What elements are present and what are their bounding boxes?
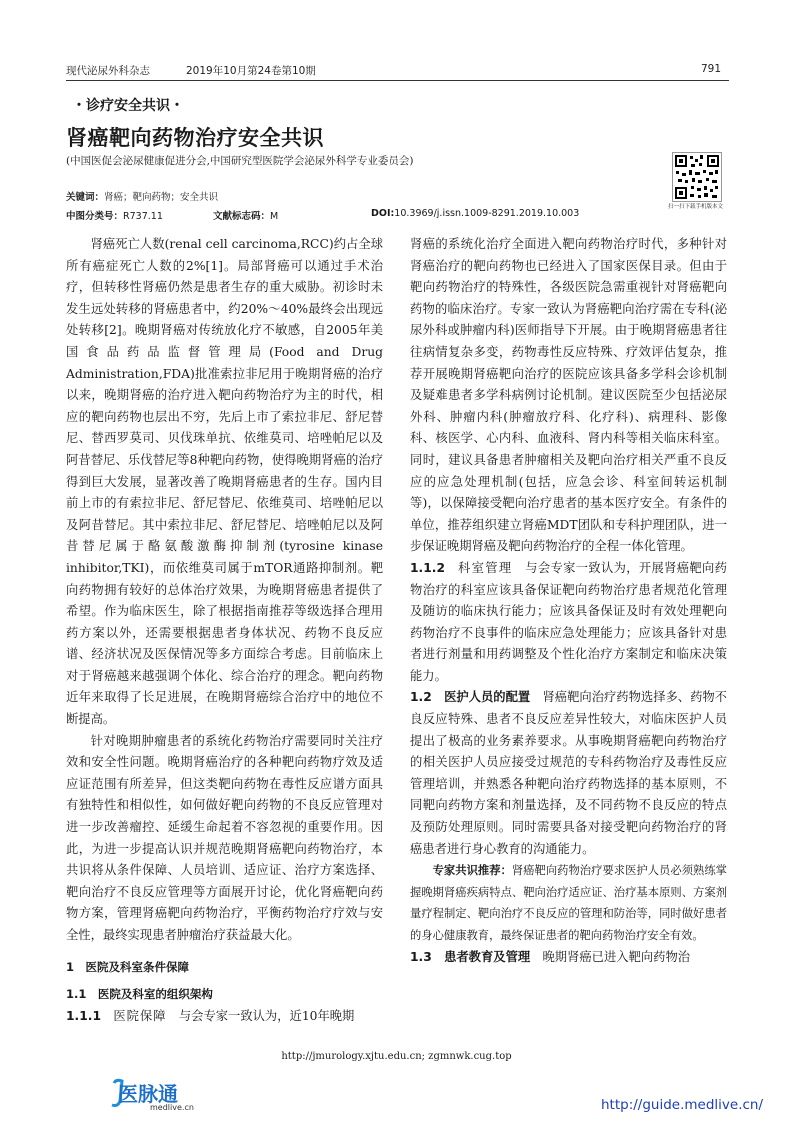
- paragraph: 1.2 医护人员的配置 肾癌靶向治疗药物选择多、药物不良反应特殊、患者不良反应差异性较大，对临床医护人员提出了极高的业务素养要求。从事晚期肾癌靶向药物治疗的相关医护人员应接受过规范的专科药物治疗及毒性反应管理培训，并熟悉各种靶向治疗药物选择的基本原则，不同靶向药物方案和剂量选择，及不同药物不良反应的特点及预防处理原则。同时需要具备对接受靶向药物治疗的肾癌患者进行身心教育的沟通能力。: [410, 690, 727, 856]
- subsection-heading: 1.1 医院及科室的组织架构: [66, 987, 213, 1002]
- footer-urls: http://jmurology.xjtu.edu.cn; zgmnwk.cug.top: [281, 1051, 512, 1062]
- logo-text: 医脉通: [118, 1082, 178, 1106]
- paragraph: 1.1.2 科室管理 与会专家一致认为，开展肾癌靶向药物治疗的科室应该具备保证靶向药物治疗患者规范化管理及随访的临床执行能力；应该具备保证及时有效处理靶向药物治疗不良事件的临床应急处理能力；应该具备针对患者进行剂量和用药调整及个性化治疗方案制定和临床决策能力。: [410, 560, 727, 683]
- section-heading: 1 医院及科室条件保障: [66, 959, 190, 974]
- issue-info: 2019年10月第24卷第10期: [186, 65, 316, 77]
- qr-caption: 扫一扫下载手机版本文: [668, 204, 724, 210]
- right-column: [410, 234, 727, 968]
- paragraph: 1.3 患者教育及管理 晚期肾癌已进入靶向药物治: [410, 949, 691, 964]
- doi: DOI:10.3969/j.issn.1009-8291.2019.10.003: [371, 208, 580, 219]
- article-title: 肾癌靶向药物治疗安全共识: [66, 126, 324, 150]
- page-number: 791: [701, 63, 722, 75]
- section-tag: ・诊疗安全共识・: [72, 98, 184, 114]
- paragraph: 肾癌死亡人数(renal cell carcinoma,RCC)约占全球所有癌症死亡人数的2%[1]。局部肾癌可以通过手术治疗，但转移性肾癌仍然是患者生存的重大威胁。初诊时未发生远处转移的肾癌患者中，约20%～40%最终会出现远处转移[2]。晚期肾癌对传统放化疗不敏感，自2005年美国食品药品监督管理局(Food and Drug Administration,FDA)批准索拉非尼用于晚期肾癌的治疗以来，晚期肾癌的治疗进入靶向药物治疗为主的时代，相应的靶向药物也层出不穷，先后上市了索拉非尼、舒尼替尼、替西罗莫司、贝伐珠单抗、依维莫司、培唑帕尼以及阿昔替尼、乐伐替尼等8种靶向药物，使得晚期肾癌的治疗得到巨大发展，显著改善了晚期肾癌患者的生存。国内目前上市的有索拉非尼、舒尼替尼、依维莫司、培唑帕尼以及阿昔替尼。其中索拉非尼、舒尼替尼、培唑帕尼以及阿昔替尼属于酪氨酸激酶抑制剂(tyrosine kinase inhibitor,TKI)，而依维莫司属于mTOR通路抑制剂。靶向药物拥有较好的总体治疗效果，为晚期肾癌患者提供了希望。作为临床医生，除了根据指南推荐等级选择合理用药方案以外，还需要根据患者身体状况、药物不良反应谱、经济状况及医保情况等多方面综合考虑。目前临床上对于肾癌越来越强调个体化、综合治疗的理念。靶向药物近年来取得了长足进展，在晚期肾癌综合治疗中的地位不断提高。: [66, 237, 383, 727]
- paragraph: 肾癌的系统化治疗全面进入靶向药物治疗时代，多种针对肾癌治疗的靶向药物也已经进入了国家医保目录。但由于靶向药物治疗的特殊性，各级医院急需重视针对肾癌靶向药物的临床治疗。专家一致认为肾癌靶向治疗需在专科(泌尿外科或肿瘤内科)医师指导下开展。由于晚期肾癌患者往往病情复杂多变，药物毒性反应特殊、疗效评估复杂，推荐开展晚期肾癌靶向治疗的医院应该具备多学科会诊机制及疑难患者多学科病例讨论机制。建议医院至少包括泌尿外科、肿瘤内科(肿瘤放疗科、化疗科)、病理科、影像科、核医学、心内科、血液科、肾内科等相关临床科室。同时，建议具备患者肿瘤相关及靶向治疗相关严重不良反应的应急处理机制(包括，应急会诊、科室间转运机制等)，以保障接受靶向治疗患者的基本医疗安全。有条件的单位，推荐组织建立肾癌MDT团队和专科护理团队，进一步保证晚期肾癌及靶向药物治疗的全程一体化管理。: [410, 237, 727, 554]
- consensus-box: 专家共识推荐：肾癌靶向药物治疗要求医护人员必须熟练掌握晚期肾癌疾病特点、靶向治疗适应证、治疗基本原则、方案剂量疗程制定、靶向治疗不良反应的管理和防治等，同时做好患者的身心健康教育，最终保证患者的靶向药物治疗安全有效。: [410, 864, 727, 942]
- qr-code-icon[interactable]: [672, 152, 722, 202]
- paragraph: 针对晚期肿瘤患者的系统化药物治疗需要同时关注疗效和安全性问题。晚期肾癌治疗的各种靶向药物疗效及适应证范围有所差异，但这类靶向药物在毒性反应谱方面具有独特性和相似性，如何做好靶向药物的不良反应管理对进一步改善瘤控、延缓生命起着不容忽视的重要作用。因此，为进一步提高认识并规范晚期肾癌靶向药物治疗，本共识将从条件保障、人员培训、适应证、治疗方案选择、靶向治疗不良反应管理等方面展开讨论，优化肾癌靶向药物方案，管理肾癌靶向药物治疗，平衡药物治疗疗效与安全性，最终实现患者肿瘤治疗获益最大化。: [66, 733, 383, 942]
- keywords: 关键词：肾癌；靶向药物；安全共识: [66, 192, 219, 203]
- guide-link[interactable]: http://guide.medlive.cn/: [601, 1097, 764, 1113]
- header-rule: [66, 80, 729, 81]
- paragraph: 1.1.1 医院保障 与会专家一致认为，近10年晚期: [66, 1008, 355, 1023]
- author-affiliation: (中国医促会泌尿健康促进分会,中国研究型医院学会泌尿外科学专业委员会): [66, 155, 414, 167]
- document-code: 文献标志码：M: [213, 211, 279, 222]
- journal-name: 现代泌尿外科杂志: [66, 65, 150, 77]
- left-column: [66, 234, 383, 1027]
- clc-number: 中图分类号：R737.11: [66, 211, 163, 222]
- logo-subtext: medlive.cn: [150, 1103, 194, 1112]
- medlive-logo[interactable]: [110, 1077, 200, 1117]
